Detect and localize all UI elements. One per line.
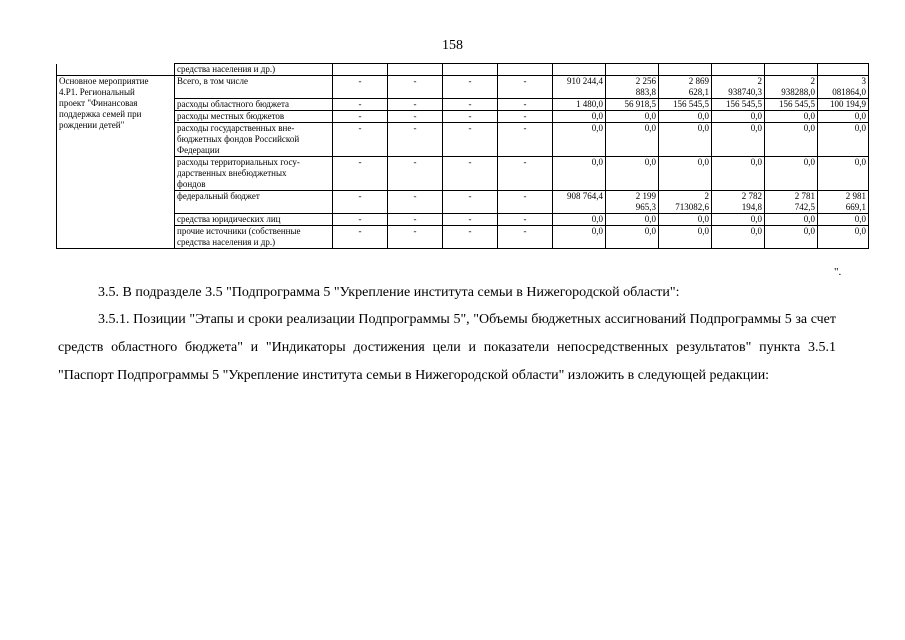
table-cell-dash: -: [333, 123, 388, 157]
table-cell-value: 156 545,5: [712, 99, 765, 111]
table-cell-dash: -: [388, 157, 443, 191]
table-cell-source-label: Всего, в том числе: [175, 76, 333, 99]
measure-name-line: Основное мероприятие: [59, 76, 149, 86]
table-row-continuation: [57, 64, 869, 76]
table-row: [57, 157, 869, 191]
table-cell-value: 0,0: [606, 214, 659, 226]
table-row: [57, 214, 869, 226]
table-cell-value: 0,0: [765, 157, 818, 191]
table-cell-value: 2 199 965,3: [606, 191, 659, 214]
table-cell-value: 2 256 883,8: [606, 76, 659, 99]
table-cell-value: 0,0: [606, 226, 659, 249]
table-cell-dash: -: [498, 191, 553, 214]
table-cell-dash: -: [333, 226, 388, 249]
table-cell-source-label: прочие источники (собственные средства населения и др.): [175, 226, 333, 249]
table-cell-value: 0,0: [606, 157, 659, 191]
table-cell-empty: [659, 64, 712, 76]
table-cell-dash: -: [443, 226, 498, 249]
table-cell-dash: -: [443, 157, 498, 191]
table-cell-source-label: средства юридических лиц: [175, 214, 333, 226]
table-cell-dash: -: [443, 76, 498, 99]
table-cell-value: 2 782 194,8: [712, 191, 765, 214]
measure-name-line: поддержка семей при: [59, 109, 142, 119]
table-cell-empty: [388, 64, 443, 76]
table-cell-source-label: расходы государственных вне- бюджетных фондов Российской Федерации: [175, 123, 333, 157]
table-cell-value: 0,0: [712, 226, 765, 249]
table-cell-dash: -: [333, 157, 388, 191]
table-row: [57, 226, 869, 249]
table-cell-dash: -: [498, 99, 553, 111]
table-cell-value: 908 764,4: [553, 191, 606, 214]
table-cell-value: 156 545,5: [659, 99, 712, 111]
table-cell-value: 0,0: [659, 123, 712, 157]
table-cell-value: 0,0: [765, 123, 818, 157]
table-cell-value: 0,0: [712, 157, 765, 191]
closing-quote: ".: [834, 266, 842, 278]
table-cell-value: 0,0: [659, 157, 712, 191]
table-cell-dash: -: [333, 76, 388, 99]
table-cell-value: 0,0: [818, 111, 869, 123]
table-cell-dash: -: [498, 76, 553, 99]
table-cell-source-label: расходы территориальных госу- дарственных внебюджетных фондов: [175, 157, 333, 191]
table-cell-dash: -: [388, 191, 443, 214]
table-cell-dash: -: [333, 191, 388, 214]
table-row: [57, 123, 869, 157]
table-row: [57, 76, 869, 99]
table-cell-value: 0,0: [659, 214, 712, 226]
table-cell-value: 156 545,5: [765, 99, 818, 111]
table-cell-dash: -: [388, 111, 443, 123]
table-cell-empty: [765, 64, 818, 76]
table-cell-empty: [498, 64, 553, 76]
table-cell-measure-name: [57, 76, 175, 249]
table-cell-value: 0,0: [712, 123, 765, 157]
table-cell-value: 2 713082,6: [659, 191, 712, 214]
table-cell-empty: [712, 64, 765, 76]
table-cell-value: 0,0: [606, 123, 659, 157]
table-cell-value: 0,0: [712, 111, 765, 123]
table-cell-source-label: средства населения и др.): [175, 64, 333, 76]
table-cell-dash: -: [388, 226, 443, 249]
table-cell-empty: [553, 64, 606, 76]
table-cell-dash: -: [443, 123, 498, 157]
table-cell-value: 2 938740,3: [712, 76, 765, 99]
table-row: [57, 111, 869, 123]
table-cell-value: 2 869 628,1: [659, 76, 712, 99]
table-cell-value: 2 781 742,5: [765, 191, 818, 214]
table-cell-empty: [443, 64, 498, 76]
table-cell-value: 910 244,4: [553, 76, 606, 99]
table-cell-value: 0,0: [659, 111, 712, 123]
table-cell-value: 0,0: [553, 157, 606, 191]
table-cell-source-label: расходы областного бюджета: [175, 99, 333, 111]
table-cell-empty: [818, 64, 869, 76]
table-cell-value: 0,0: [553, 214, 606, 226]
paragraph-section-3-5: 3.5. В подразделе 3.5 "Подпрограмма 5 "Укрепление института семьи в Нижегородской области":: [98, 285, 680, 300]
table-cell-value: 0,0: [553, 226, 606, 249]
table-cell-dash: -: [333, 111, 388, 123]
table-cell-dash: -: [498, 226, 553, 249]
table-cell-dash: -: [333, 214, 388, 226]
table-cell-value: 100 194,9: [818, 99, 869, 111]
table-cell-empty: [333, 64, 388, 76]
table-cell-value: 0,0: [712, 214, 765, 226]
table-cell-dash: -: [388, 214, 443, 226]
measure-name-line: рождении детей": [59, 120, 125, 130]
table-cell-value: 56 918,5: [606, 99, 659, 111]
table-cell-value: 0,0: [765, 226, 818, 249]
table-cell-value: 0,0: [606, 111, 659, 123]
table-cell-value: 0,0: [659, 226, 712, 249]
table-cell-value: 0,0: [818, 214, 869, 226]
table-cell-value: 0,0: [818, 123, 869, 157]
paragraph-section-3-5-1: 3.5.1. Позиции "Этапы и сроки реализации Подпрограммы 5", "Объемы бюджетных ассигнований Подпрограммы 5 за счет средств областного бюджета" и "Индикаторы достижения цели и показатели непосредственных результатов" пункта 3.5.1 "Паспорт Подпрограммы 5 "Укрепление института семьи в Нижегородской области" изложить в следующей редакции:: [58, 312, 836, 383]
table-cell-dash: -: [388, 76, 443, 99]
table-cell-dash: -: [443, 191, 498, 214]
table-cell-value: 0,0: [765, 111, 818, 123]
table-cell-source-label: расходы местных бюджетов: [175, 111, 333, 123]
table-cell-value: 0,0: [765, 214, 818, 226]
table-cell-value: 0,0: [553, 123, 606, 157]
measure-name-line: 4.Р1. Региональный: [59, 87, 135, 97]
table-cell-dash: -: [443, 214, 498, 226]
table-cell-dash: -: [498, 111, 553, 123]
page-number: 158: [442, 38, 463, 53]
table-row: [57, 191, 869, 214]
table-cell-empty: [57, 64, 175, 76]
table-cell-value: 3 081864,0: [818, 76, 869, 99]
table-cell-dash: -: [498, 123, 553, 157]
measure-name-line: проект "Финансовая: [59, 98, 138, 108]
table-cell-dash: -: [388, 123, 443, 157]
table-cell-value: 1 480,0: [553, 99, 606, 111]
table-cell-dash: -: [443, 99, 498, 111]
budget-table: [56, 63, 869, 249]
table-cell-dash: -: [498, 214, 553, 226]
table-cell-value: 2 938288,0: [765, 76, 818, 99]
table-cell-source-label: федеральный бюджет: [175, 191, 333, 214]
table-cell-value: 2 981 669,1: [818, 191, 869, 214]
table-cell-value: 0,0: [818, 226, 869, 249]
table-cell-dash: -: [443, 111, 498, 123]
table-cell-dash: -: [388, 99, 443, 111]
table-cell-dash: -: [333, 99, 388, 111]
table-cell-value: 0,0: [818, 157, 869, 191]
table-cell-value: 0,0: [553, 111, 606, 123]
table-cell-dash: -: [498, 157, 553, 191]
table-row: [57, 99, 869, 111]
table-cell-empty: [606, 64, 659, 76]
